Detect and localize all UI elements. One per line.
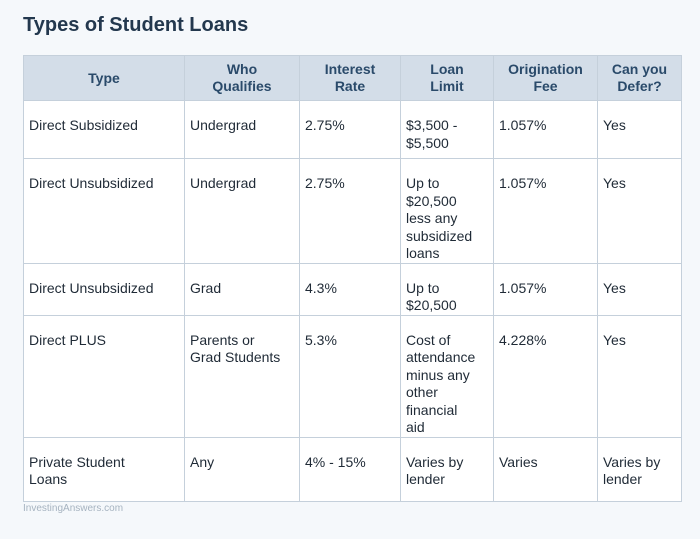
- table-row: [24, 159, 682, 264]
- cell-loan-limit: Varies by lender: [401, 437, 494, 501]
- cell-loan-limit: $3,500 - $5,500: [401, 101, 494, 159]
- column-header-who-qualifies: Who Qualifies: [185, 56, 300, 101]
- cell-interest-rate: 5.3%: [300, 315, 401, 437]
- cell-can-defer: Yes: [598, 315, 682, 437]
- cell-can-defer: Yes: [598, 159, 682, 264]
- column-header-type: Type: [24, 56, 185, 101]
- page-title: Types of Student Loans: [23, 14, 249, 36]
- cell-origination-fee: 1.057%: [494, 159, 598, 264]
- cell-loan-limit: Cost of attendance minus any other financial aid: [401, 315, 494, 437]
- cell-can-defer: Yes: [598, 263, 682, 315]
- cell-type: Direct Subsidized: [24, 101, 185, 159]
- cell-who-qualifies: Undergrad: [185, 101, 300, 159]
- cell-origination-fee: 1.057%: [494, 263, 598, 315]
- cell-interest-rate: 4.3%: [300, 263, 401, 315]
- student-loans-table: [23, 55, 682, 502]
- cell-type: Direct PLUS: [24, 315, 185, 437]
- cell-type: Direct Unsubsidized: [24, 263, 185, 315]
- column-header-can-defer: Can you Defer?: [598, 56, 682, 101]
- cell-interest-rate: 2.75%: [300, 101, 401, 159]
- footer-brand: InvestingAnswers.com: [23, 503, 124, 514]
- cell-origination-fee: Varies: [494, 437, 598, 501]
- table-row: [24, 101, 682, 159]
- cell-loan-limit: Up to $20,500: [401, 263, 494, 315]
- cell-interest-rate: 4% - 15%: [300, 437, 401, 501]
- cell-who-qualifies: Grad: [185, 263, 300, 315]
- cell-origination-fee: 1.057%: [494, 101, 598, 159]
- column-header-interest-rate: Interest Rate: [300, 56, 401, 101]
- cell-interest-rate: 2.75%: [300, 159, 401, 264]
- table-row: [24, 263, 682, 315]
- cell-can-defer: Varies by lender: [598, 437, 682, 501]
- cell-who-qualifies: Parents or Grad Students: [185, 315, 300, 437]
- column-header-origination-fee: Origination Fee: [494, 56, 598, 101]
- column-header-loan-limit: Loan Limit: [401, 56, 494, 101]
- cell-can-defer: Yes: [598, 101, 682, 159]
- cell-who-qualifies: Any: [185, 437, 300, 501]
- table-row: [24, 315, 682, 437]
- cell-who-qualifies: Undergrad: [185, 159, 300, 264]
- table-header-row: [24, 56, 682, 101]
- cell-type: Direct Unsubsidized: [24, 159, 185, 264]
- cell-type: Private Student Loans: [24, 437, 185, 501]
- table-row: [24, 437, 682, 501]
- cell-loan-limit: Up to $20,500 less any subsidized loans: [401, 159, 494, 264]
- cell-origination-fee: 4.228%: [494, 315, 598, 437]
